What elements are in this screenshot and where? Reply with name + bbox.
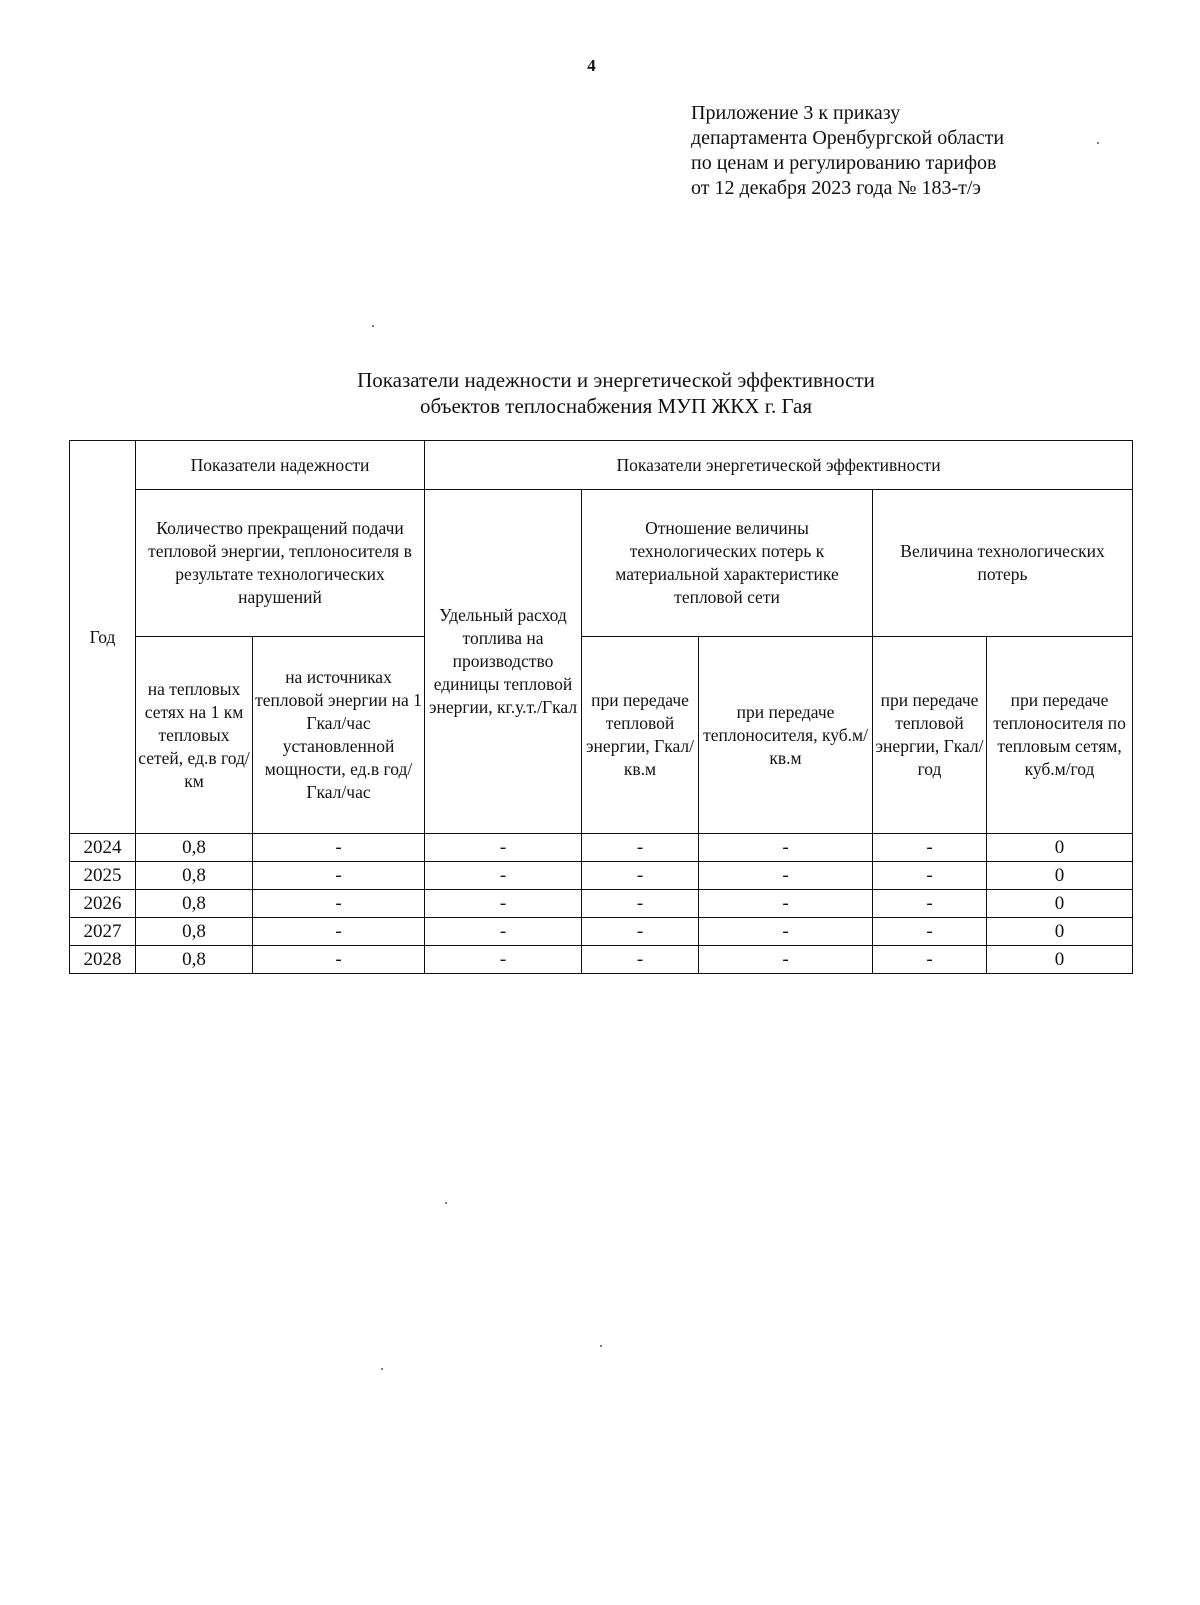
cell-on-sources: - — [253, 918, 425, 946]
cell-year: 2024 — [70, 834, 136, 862]
cell-fuel: - — [425, 862, 582, 890]
table-row — [70, 946, 1133, 974]
scan-speck — [445, 1202, 447, 1204]
table-row — [70, 918, 1133, 946]
cell-ratio-carrier: - — [699, 862, 873, 890]
cell-value-heat: - — [873, 862, 987, 890]
cell-year: 2027 — [70, 918, 136, 946]
scan-speck — [1097, 142, 1099, 144]
title-line: объектов теплоснабжения МУП ЖКХ г. Гая — [419, 394, 813, 418]
title-line: Показатели надежности и энергетической эффективности — [357, 368, 875, 392]
header-interruptions: Количество прекращений подачи тепловой энергии, теплоносителя в результате технологических нарушений — [136, 490, 425, 637]
cell-ratio-heat: - — [582, 890, 699, 918]
table-row — [70, 890, 1133, 918]
cell-ratio-heat: - — [582, 918, 699, 946]
header-ratio-carrier: при передаче теплоносителя, куб.м/кв.м — [699, 637, 873, 834]
cell-year: 2028 — [70, 946, 136, 974]
appendix-note — [691, 101, 1004, 201]
header-reliability: Показатели надежности — [136, 441, 425, 490]
cell-fuel: - — [425, 890, 582, 918]
cell-fuel: - — [425, 918, 582, 946]
cell-ratio-carrier: - — [699, 918, 873, 946]
appendix-line: департамента Оренбургской области — [691, 127, 1005, 149]
cell-on-networks: 0,8 — [136, 890, 253, 918]
cell-on-networks: 0,8 — [136, 918, 253, 946]
cell-value-carrier: 0 — [987, 834, 1133, 862]
cell-ratio-heat: - — [582, 834, 699, 862]
cell-ratio-carrier: - — [699, 834, 873, 862]
scan-speck — [372, 325, 374, 327]
cell-on-sources: - — [253, 834, 425, 862]
header-loss-value: Величина технологических потерь — [873, 490, 1133, 637]
header-value-carrier: при передаче теплоносителя по тепловым сетям, куб.м/год — [987, 637, 1133, 834]
header-year: Год — [70, 441, 136, 834]
cell-on-sources: - — [253, 862, 425, 890]
cell-ratio-heat: - — [582, 862, 699, 890]
cell-value-carrier: 0 — [987, 918, 1133, 946]
cell-value-heat: - — [873, 834, 987, 862]
document-title — [0, 367, 1200, 419]
header-value-heat: при передаче тепловой энергии, Гкал/год — [873, 637, 987, 834]
cell-ratio-carrier: - — [699, 946, 873, 974]
cell-on-networks: 0,8 — [136, 862, 253, 890]
cell-ratio-carrier: - — [699, 890, 873, 918]
scan-speck — [381, 1368, 383, 1370]
cell-on-networks: 0,8 — [136, 946, 253, 974]
cell-on-sources: - — [253, 890, 425, 918]
header-ratio-heat: при передаче тепловой энергии, Гкал/кв.м — [582, 637, 699, 834]
cell-value-heat: - — [873, 890, 987, 918]
appendix-line: от 12 декабря 2023 года № 183-т/э — [691, 177, 981, 199]
appendix-line: Приложение 3 к приказу — [691, 102, 901, 124]
page-number: 4 — [587, 56, 596, 75]
header-on-networks: на тепловых сетях на 1 км тепловых сетей, ед.в год/км — [136, 637, 253, 834]
header-loss-ratio: Отношение величины технологических потерь к материальной характеристике тепловой сети — [582, 490, 873, 637]
cell-fuel: - — [425, 834, 582, 862]
scan-speck — [600, 1345, 602, 1347]
header-efficiency: Показатели энергетической эффективности — [425, 441, 1133, 490]
header-fuel-consumption: Удельный расход топлива на производство единицы тепловой энергии, кг.у.т./Гкал — [425, 490, 582, 834]
cell-value-heat: - — [873, 946, 987, 974]
cell-year: 2025 — [70, 862, 136, 890]
cell-value-carrier: 0 — [987, 890, 1133, 918]
cell-value-carrier: 0 — [987, 946, 1133, 974]
cell-year: 2026 — [70, 890, 136, 918]
cell-fuel: - — [425, 946, 582, 974]
cell-on-sources: - — [253, 946, 425, 974]
cell-on-networks: 0,8 — [136, 834, 253, 862]
table-row — [70, 862, 1133, 890]
cell-value-carrier: 0 — [987, 862, 1133, 890]
table-row — [70, 834, 1133, 862]
appendix-line: по ценам и регулированию тарифов — [691, 152, 997, 174]
indicators-table — [69, 440, 1133, 974]
header-on-sources: на источниках тепловой энергии на 1 Гкал/час установленной мощности, ед.в год/Гкал/час — [253, 637, 425, 834]
cell-value-heat: - — [873, 918, 987, 946]
cell-ratio-heat: - — [582, 946, 699, 974]
